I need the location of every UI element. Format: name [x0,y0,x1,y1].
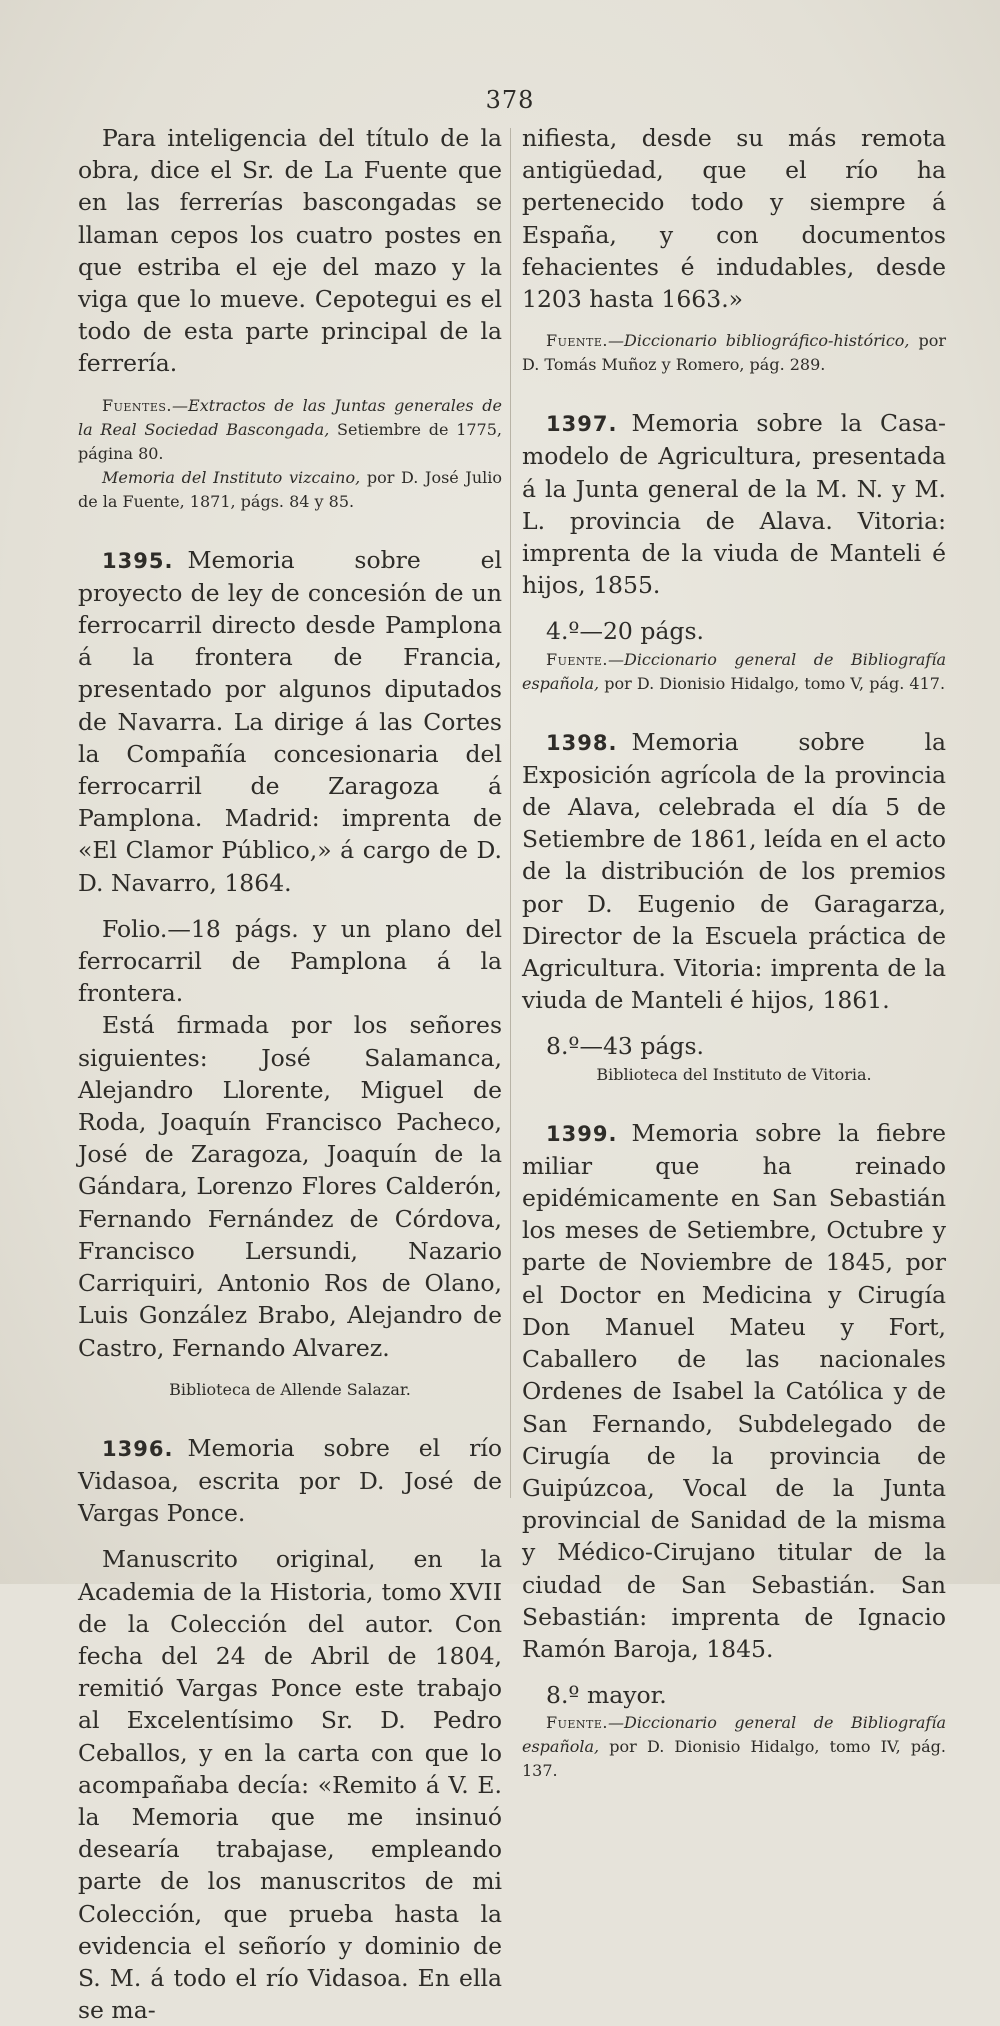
intro-sources-2 [78,466,502,514]
entry-number: 1399. [546,1121,618,1146]
intro-paragraph: Para inteligencia del título de la obra, dice el Sr. de La Fuente que en las ferrerías bascongadas se llaman cepos los cuatro postes en que estriba el eje del mazo y la viga que lo mueve. Cepotegui es el todo de esta parte principal de la ferrería. [78,124,502,378]
intro-sources [78,394,502,466]
right-column [522,122,946,1783]
entry-text: Memoria sobre la fiebre miliar que ha reinado epidémicamente en San Sebastián los meses de Setiembre, Octubre y parte de Noviembre de 1845, por el Doctor en Medicina y Cirugía Don Manuel Mateu y Fort, Caballero de las nacionales Ordenes de Isabel la Católica y de San Fernando, Subdelegado de Cirugía de la provincia de Guipúzcoa, Vocal de la Junta provincial de Sanidad de la misma y Médico-Cirujano titular de la ciudad de San Sebastián. San Sebastián: imprenta de Ignacio Ramón Baroja, 1845. [522,1118,946,1663]
source-label: Fuente. [546,649,608,669]
entry-1397-source [522,648,946,696]
entry-number: 1395. [102,548,174,573]
entry-number: 1397. [546,412,618,437]
entry-number: 1396. [102,1436,174,1461]
entry-1396-body: Manuscrito original, en la Academia de la Historia, tomo XVII de la Colección del autor. Con fecha del 24 de Abril de 1804, remitió Vargas Ponce este trabajo al Excelentísimo Sr. D. Pedro Ceballos, y en la carta con que lo acompañaba decía: «Remito á V. E. la Memoria que me insinuó desearía trabajase, empleando parte de los manuscritos de mi Colección, que prueba hasta la evidencia el señorío y dominio de S. M. á todo el río Vidasoa. En ella se ma- [78,1545,502,2025]
source-detail: por D. Dionisio Hidalgo, tomo IV, pág. 137. [522,1737,946,1781]
sources2-detail: por D. José Julio de la Fuente, 1871, págs. 84 y 85. [78,467,503,511]
entry-1399 [522,1117,946,1665]
entry-1398-library: Biblioteca del Instituto de Vitoria. [596,1064,872,1084]
entry-1395 [78,544,502,899]
entry-1396 [78,1432,502,1530]
entry-1398 [522,726,946,1017]
source-detail: por D. Dionisio Hidalgo, tomo V, pág. 417. [599,673,946,693]
sources2-title: Memoria del Instituto vizcaino, [102,467,361,487]
page-number: 378 [485,86,535,114]
entry-1398-format: 8.º—43 págs. [546,1032,704,1061]
entry-1399-source [522,1711,946,1783]
column-divider [510,128,511,1498]
entry-1395-format: Folio.—18 págs. y un plano del ferrocarril de Pamplona á la frontera. [78,914,502,1008]
entry-text: Memoria sobre el río Vidasoa, escrita por D. José de Vargas Ponce. [78,1433,502,1528]
entry-1397 [522,407,946,601]
entry-1395-signatories: Está firmada por los señores siguientes: José Salamanca, Alejandro Llorente, Miguel de Roda, Joaquín Francisco Pacheco, José de Zaragoza, Joaquín de la Gándara, Lorenzo Flores Calderón, Fernando Fernández de Córdova, Francisco Lersundi, Nazario Carriquiri, Antonio Ros de Olano, Luis González Brabo, Alejandro de Castro, Fernando Alvarez. [78,1011,502,1362]
entry-text: Memoria sobre el proyecto de ley de concesión de un ferrocarril directo desde Pamplona á la frontera de Francia, presentado por algunos diputados de Navarra. La dirige á las Cortes la Compañía concesionaria del ferrocarril de Zaragoza á Pamplona. Madrid: imprenta de «El Clamor Público,» á cargo de D. D. Navarro, 1864. [78,545,502,897]
entry-text: Memoria sobre la Casa-modelo de Agricultura, presentada á la Junta general de la M. N. y M. L. provincia de Alava. Vitoria: imprenta de la viuda de Manteli é hijos, 1855. [522,409,946,600]
sources-label: Fuentes. [102,395,173,415]
sources-title: —Extractos de las Juntas generales de la Real Sociedad Bascongada, [78,395,502,439]
source-label: Fuente. [546,331,608,351]
continuation-paragraph: nifiesta, desde su más remota antigüedad, que el río ha pertenecido todo y siempre á España, y con documentos fehacientes é indudables, desde 1203 hasta 1663.» [522,124,946,314]
entry-1395-library: Biblioteca de Allende Salazar. [169,1379,411,1399]
source-title: —Diccionario bibliográfico-histórico, [607,331,910,351]
entry-number: 1398. [546,730,618,755]
source-label: Fuente. [546,1713,608,1733]
entry-1397-format: 4.º—20 págs. [546,617,704,646]
entry-text: Memoria sobre la Exposición agrícola de la provincia de Alava, celebrada el día 5 de Setiembre de 1861, leída en el acto de la distribución de los premios por D. Eugenio de Garagarza, Director de la Escuela práctica de Agricultura. Vitoria: imprenta de la viuda de Manteli é hijos, 1861. [522,727,946,1015]
left-column [78,122,502,2026]
source-detail: por D. Tomás Muñoz y Romero, pág. 289. [522,331,946,375]
source-title: —Diccionario general de Bibliografía española, [522,649,946,693]
source-title: —Diccionario general de Bibliografía española, [522,1713,946,1757]
continuation-source [522,329,946,377]
entry-1399-format: 8.º mayor. [546,1681,667,1710]
sources-detail: Setiembre de 1775, página 80. [78,419,502,463]
